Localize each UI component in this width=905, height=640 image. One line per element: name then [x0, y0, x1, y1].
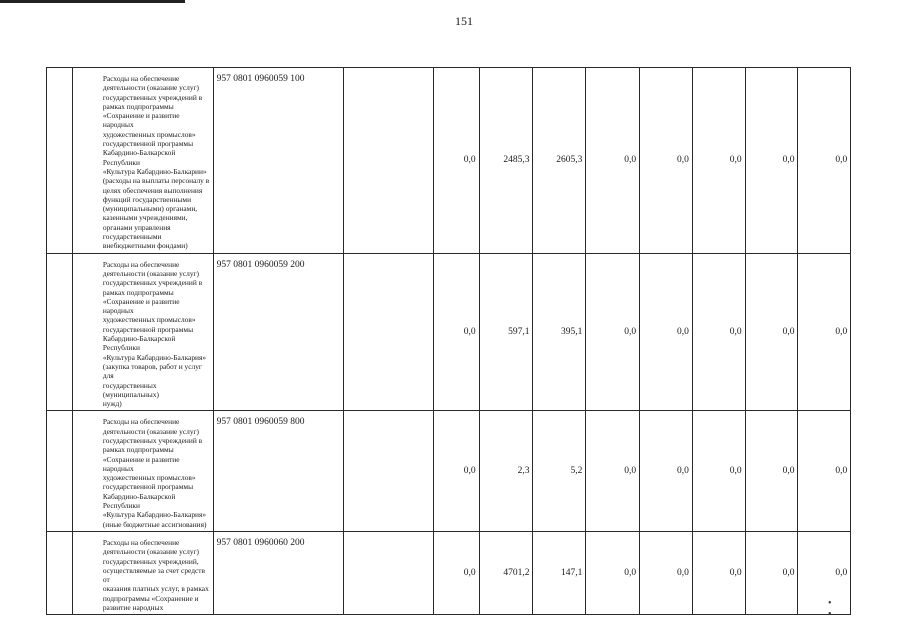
value-cell: 0,0	[692, 68, 745, 254]
blank-cell	[47, 68, 73, 254]
value-cell: 0,0	[433, 411, 479, 532]
corner-marks: • •	[828, 598, 862, 620]
value-cell: 0,0	[586, 68, 640, 254]
code-cell: 957 0801 0960059 100	[213, 68, 344, 254]
description-cell: Расходы на обеспечение деятельности (оказание услуг) государственных учреждений, осуществляемые за счет средств от оказания платных услуг, в рамках подпрограммы «Сохранение и развитие народных	[72, 531, 213, 614]
description-cell: Расходы на обеспечение деятельности (оказание услуг) государственных учреждений в рамках подпрограммы «Сохранение и развитие народных художественных промыслов» государственной программы Кабардино-Балкарской Республики «Культура Кабардино-Балкария» (закупка товаров, работ и услуг для государственных (муниципальных) нужд)	[72, 253, 213, 411]
value-cell: 0,0	[640, 531, 693, 614]
value-cell: 5,2	[533, 411, 586, 532]
value-cell: 4701,2	[479, 531, 533, 614]
empty-cell	[344, 411, 433, 532]
table-row	[47, 253, 905, 411]
value-cell: 597,1	[479, 253, 533, 411]
value-cell: 0,0	[745, 253, 798, 411]
empty-cell	[344, 253, 433, 411]
value-cell: 0,0	[433, 531, 479, 614]
value-cell: 0,0	[586, 411, 640, 532]
table-row	[47, 411, 905, 532]
budget-table	[46, 67, 905, 615]
empty-cell	[344, 68, 433, 254]
value-cell: 0,0	[692, 531, 745, 614]
value-cell: 2,3	[479, 411, 533, 532]
value-cell: 0,0	[798, 68, 851, 254]
value-cell: 147,1	[533, 531, 586, 614]
description-cell: Расходы на обеспечение деятельности (оказание услуг) государственных учреждений в рамках подпрограммы «Сохранение и развитие народных художественных промыслов» государственной программы Кабардино-Балкарской Республики «Культура Кабардино-Балкария» (иные бюджетные ассигнования)	[72, 411, 213, 532]
value-cell: 0,0	[640, 68, 693, 254]
value-cell: 0,0	[745, 68, 798, 254]
table-row	[47, 68, 905, 254]
code-cell: 957 0801 0960059 800	[213, 411, 344, 532]
table-row	[47, 531, 905, 614]
blank-cell	[47, 411, 73, 532]
value-cell: 2605,3	[533, 68, 586, 254]
value-cell: 0,0	[798, 411, 851, 532]
value-cell: 0,0	[798, 253, 851, 411]
code-cell: 957 0801 0960060 200	[213, 531, 344, 614]
description-cell: Расходы на обеспечение деятельности (оказание услуг) государственных учреждений в рамках подпрограммы «Сохранение и развитие народных художественных промыслов» государственной программы Кабардино-Балкарской Республики «Культура Кабардино-Балкарии» (расходы на выплаты персоналу в целях обеспечения выполнения функций государственными (муниципальными) органами, казенными учреждениями, органами управления государственными внебюджетными фондами)	[72, 68, 213, 254]
value-cell: 0,0	[586, 253, 640, 411]
value-cell: 395,1	[533, 253, 586, 411]
code-cell: 957 0801 0960059 200	[213, 253, 344, 411]
value-cell: 0,0	[433, 68, 479, 254]
value-cell: 0,0	[692, 411, 745, 532]
value-cell: 0,0	[745, 531, 798, 614]
value-cell: 0,0	[640, 253, 693, 411]
top-rule	[0, 0, 185, 3]
empty-cell	[344, 531, 433, 614]
blank-cell	[47, 253, 73, 411]
value-cell: 0,0	[640, 411, 693, 532]
blank-cell	[47, 531, 73, 614]
value-cell: 0,0	[692, 253, 745, 411]
page-number: 151	[455, 14, 473, 28]
value-cell: 0,0	[745, 411, 798, 532]
value-cell: 0,0	[798, 531, 851, 614]
value-cell: 0,0	[433, 253, 479, 411]
value-cell: 2485,3	[479, 68, 533, 254]
value-cell: 0,0	[586, 531, 640, 614]
